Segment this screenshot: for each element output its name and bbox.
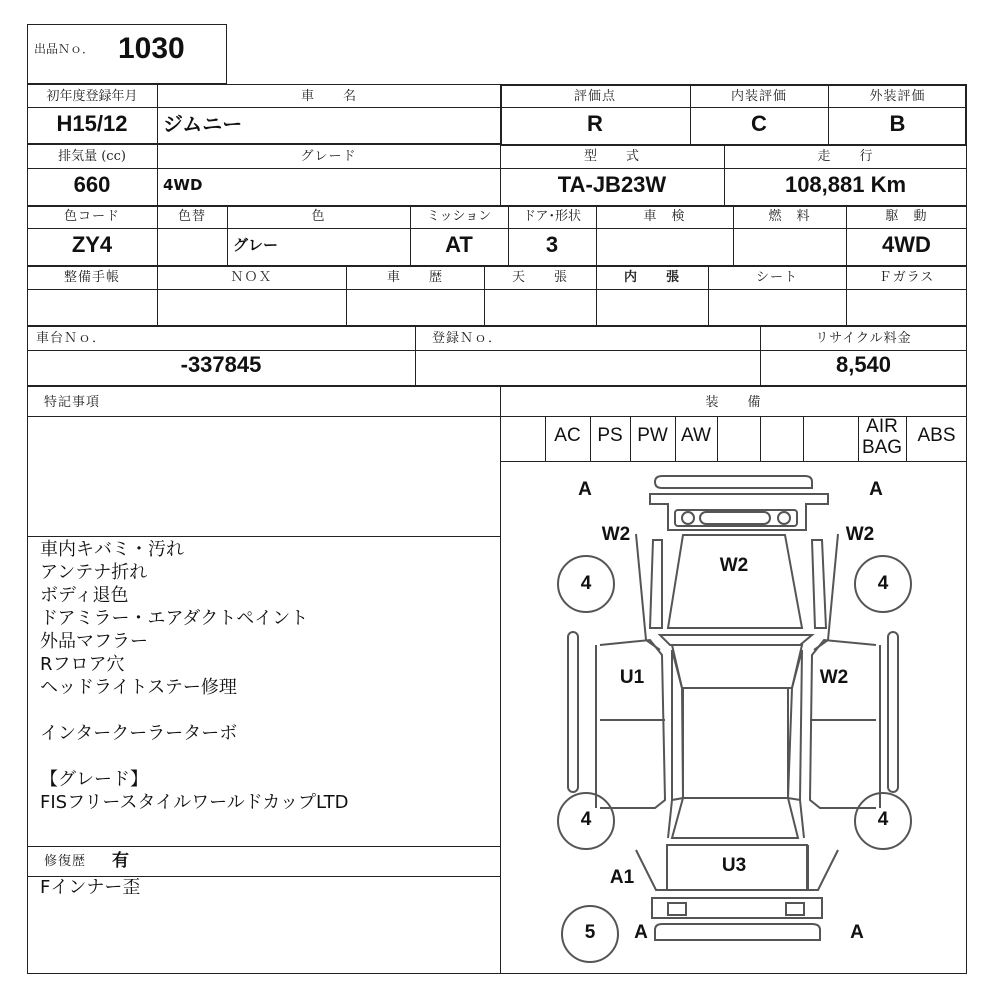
note-line: 外品マフラー <box>40 631 148 652</box>
mark-right-side: W2 <box>819 667 849 688</box>
car-name-label: 車 名 <box>300 89 357 104</box>
repair-label: 修復歴 <box>44 854 87 869</box>
mileage-label: 走 行 <box>817 149 874 164</box>
mark-right-front-tire: 4 <box>877 573 889 594</box>
first-reg-value: H15/12 <box>56 111 128 136</box>
chassis-label: 車台Ｎｏ． <box>36 331 107 346</box>
fglass-label: Ｆガラス <box>878 270 935 285</box>
car-name-value: ジムニー <box>163 112 243 136</box>
note-line: 車内キバミ・汚れ <box>40 539 184 560</box>
repair-detail: Fインナー歪 <box>40 877 141 898</box>
equipment-label: 装 備 <box>705 395 762 410</box>
mark-front-right-corner: A <box>869 479 883 500</box>
equipment-aw: AW <box>681 425 711 446</box>
recycle-value: 8,540 <box>835 352 892 377</box>
interior-score-value: C <box>751 111 767 136</box>
inspection-label: 車 検 <box>643 209 686 224</box>
note-line: ボディ退色 <box>40 585 129 606</box>
seat-label: シート <box>755 270 798 285</box>
mark-rear-left-corner: A <box>634 922 648 943</box>
equipment-airbag-top: AIR <box>866 416 898 437</box>
equipment-pw: PW <box>637 425 668 446</box>
mark-right-front-fender: W2 <box>845 524 875 545</box>
equipment-ps: PS <box>597 425 623 446</box>
grade-value: 4WD <box>163 176 203 194</box>
doors-value: 3 <box>545 232 559 257</box>
first-reg-label: 初年度登録年月 <box>46 89 138 104</box>
color-label: 色 <box>311 209 326 224</box>
manual-label: 整備手帳 <box>63 270 120 285</box>
doors-label: ドア･形状 <box>522 209 582 224</box>
chassis-value: -337845 <box>180 352 262 377</box>
mileage-value: 108,881 Km <box>784 172 907 197</box>
mark-hood: W2 <box>719 555 749 576</box>
transmission-value: AT <box>445 232 473 257</box>
score-value: R <box>587 111 603 136</box>
color-change-label: 色替 <box>177 209 206 224</box>
note-line: アンテナ折れ <box>40 562 148 583</box>
history-label: 車 歴 <box>386 270 443 285</box>
registration-label: 登録Ｎｏ． <box>432 331 503 346</box>
model-value: TA-JB23W <box>557 172 667 197</box>
mark-left-side: U1 <box>619 667 645 688</box>
color-code-value: ZY4 <box>71 232 113 257</box>
mark-left-front-fender: W2 <box>601 524 631 545</box>
drive-value: 4WD <box>882 232 931 257</box>
exterior-score-label: 外装評価 <box>869 89 926 104</box>
fuel-label: 燃 料 <box>768 209 811 224</box>
mark-spare-tire: 5 <box>584 922 596 943</box>
note-line: インタークーラーターボ <box>40 723 238 744</box>
mark-left-rear-tire: 4 <box>580 809 592 830</box>
lot-number-label: 出品Ｎｏ． <box>34 42 95 56</box>
sunroof-label: 天 張 <box>511 270 568 285</box>
nox-label: ＮＯＸ <box>230 270 273 285</box>
color-code-label: 色コード <box>63 209 120 224</box>
mark-right-rear-tire: 4 <box>877 809 889 830</box>
model-label: 型 式 <box>583 149 640 164</box>
note-line: 【グレード】 <box>40 769 148 790</box>
drive-label: 駆 動 <box>885 209 928 224</box>
transmission-label: ミッション <box>426 209 492 224</box>
mark-left-front-tire: 4 <box>580 573 592 594</box>
recycle-label: リサイクル料金 <box>815 331 912 346</box>
score-label: 評価点 <box>573 89 616 104</box>
equipment-airbag-bottom: BAG <box>861 437 903 458</box>
notes-label: 特記事項 <box>44 395 101 410</box>
note-line: ヘッドライトステー修理 <box>40 677 237 698</box>
repair-value: 有 <box>112 851 129 871</box>
equipment-abs: ABS <box>917 425 956 446</box>
mark-roof-rear: U3 <box>721 855 747 876</box>
grade-label: グレード <box>300 149 357 164</box>
note-line: Rフロア穴 <box>40 654 125 675</box>
lot-number-value: 1030 <box>118 32 185 65</box>
equipment-ac: AC <box>554 425 581 446</box>
exterior-score-value: B <box>889 111 906 136</box>
interior-score-label: 内装評価 <box>730 89 787 104</box>
interior-trim-label: 内 張 <box>623 270 680 285</box>
mark-rear-left-panel: A1 <box>609 867 635 888</box>
displacement-label: 排気量 (cc) <box>58 149 126 164</box>
displacement-value: 660 <box>73 172 111 197</box>
mark-rear-right-corner: A <box>850 922 864 943</box>
note-line: FISフリースタイルワールドカップLTD <box>40 792 349 813</box>
mark-front-left-corner: A <box>578 479 592 500</box>
note-line: ドアミラー・エアダクトペイント <box>40 608 309 629</box>
color-value: グレー <box>233 236 279 254</box>
